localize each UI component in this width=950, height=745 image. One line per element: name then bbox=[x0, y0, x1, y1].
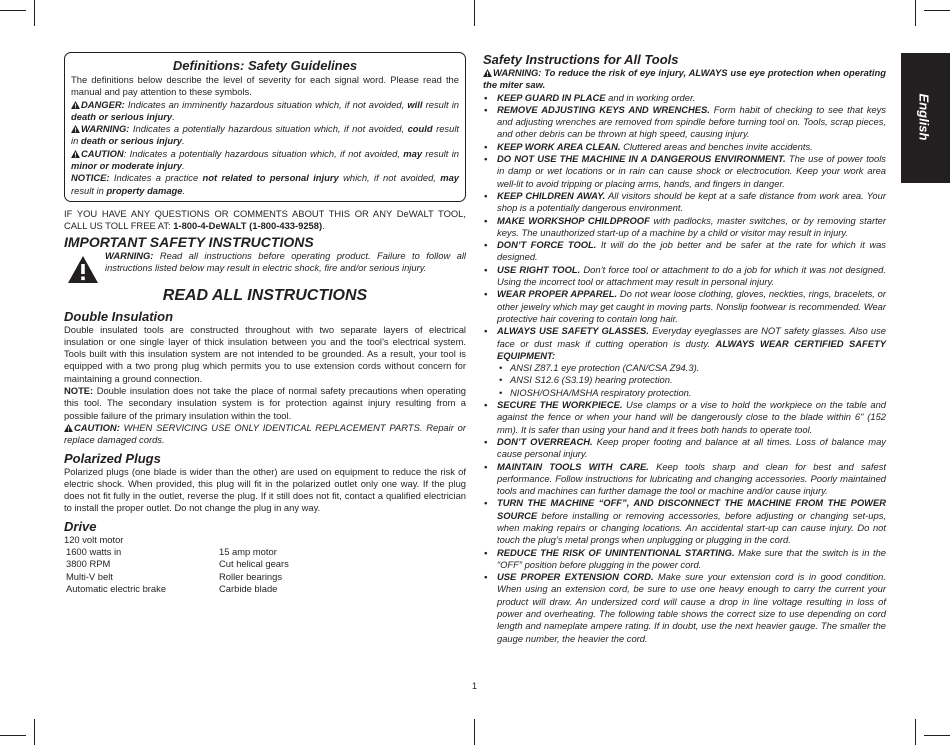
list-item: • USE PROPER EXTENSION CORD. Make sure your extension cord is in good condition. When using an extension cord, be sure to use one heavy enough to carry the current your product will draw. An undersized cord will cause a drop in line voltage resulting in loss of power and overheating. The following table shows the correct size to use depending on cord length and nameplate ampere rating. If in doubt, use the next heavier gauge. The smaller the gauge number, the heavier the cord. bbox=[483, 571, 886, 645]
sub-list-item: • ANSI Z87.1 eye protection (CAN/CSA Z94.3). bbox=[483, 362, 886, 374]
crop-mark bbox=[0, 10, 26, 11]
list-item: • SECURE THE WORKPIECE. Use clamps or a vise to hold the workpiece on the table and against the fence or when your hand will be dangerously close to the blade within 6" (152 mm). It is safer than using your hand and it frees both hands to operate tool. bbox=[483, 399, 886, 436]
definition-caution: CAUTION: Indicates a potentially hazardous situation which, if not avoided, may result in minor or moderate injury. bbox=[71, 147, 460, 172]
definitions-title: Definitions: Safety Guidelines bbox=[172, 58, 358, 73]
definition-notice: NOTICE: Indicates a practice not related to personal injury which, if not avoided, may result in property damage. bbox=[71, 172, 460, 196]
list-item: • DON’T FORCE TOOL. It will do the job better and be safer at the rate for which it was designed. bbox=[483, 239, 886, 264]
page-number: 1 bbox=[472, 681, 478, 691]
warning-triangle-icon bbox=[71, 150, 80, 158]
crop-mark bbox=[0, 735, 26, 736]
warning-triangle-icon bbox=[483, 69, 492, 77]
contact-line: IF YOU HAVE ANY QUESTIONS OR COMMENTS ABOUT THIS OR ANY DeWALT TOOL, CALL US TOLL FREE AT: 1-800-4-DeWALT (1-800-433-9258). bbox=[64, 207, 466, 232]
warning-triangle-icon bbox=[64, 424, 73, 432]
warning-triangle-icon bbox=[71, 101, 80, 109]
polarized-body: Polarized plugs (one blade is wider than the other) are used on equipment to reduce the risk of electric shock. When provided, this plug will fit in the polarized outlet only one way. If the plug does not fit fully in the outlet, reverse the plug. If it still does not fit, contact a qualified electrician to install the proper outlet. Do not change the plug in any way. bbox=[64, 465, 466, 514]
important-heading: IMPORTANT SAFETY INSTRUCTIONS bbox=[64, 233, 314, 250]
left-column bbox=[64, 52, 466, 595]
warning-triangle-icon bbox=[68, 256, 98, 283]
all-tools-warning: WARNING: To reduce the risk of eye injury, ALWAYS use eye protection when operating the miter saw. bbox=[483, 67, 886, 91]
definitions-intro: The definitions below describe the level of severity for each signal word. Please read the manual and pay attention to these symbols. bbox=[71, 74, 459, 98]
drive-spec-row: Multi-V belt Roller bearings bbox=[66, 570, 283, 582]
crop-mark bbox=[915, 719, 916, 745]
list-item: • TURN THE MACHINE “OFF”, AND DISCONNECT THE MACHINE FROM THE POWER SOURCE before installing or removing accessories, before adjusting or changing set-ups, when making repairs or changing locations. An accidental start-up can cause injury. Do not touch the plug’s metal prongs when unplugging or plugging in the cord. bbox=[483, 497, 886, 546]
drive-spec-row: 3800 RPM Cut helical gears bbox=[66, 558, 289, 570]
list-item: • MAINTAIN TOOLS WITH CARE. Keep tools sharp and clean for best and safest performance. Follow instructions for lubricating and changing accessories. Poorly maintained tools and machines can further damage the tool or machine and/or cause injury. bbox=[483, 461, 886, 498]
list-item: • KEEP GUARD IN PLACE and in working order. bbox=[483, 92, 886, 104]
list-item: • REMOVE ADJUSTING KEYS AND WRENCHES. Form habit of checking to see that keys and adjusting wrenches are removed from spindle before turning tool on. Tools, scrap pieces, and other debris can be thrown at high speed, causing injury. bbox=[483, 104, 886, 141]
list-item: • WEAR PROPER APPAREL. Do not wear loose clothing, gloves, neckties, rings, bracelets, or other jewelry which may get caught in moving parts. Nonslip footwear is recommended. Wear protective hair covering to contain long hair. bbox=[483, 288, 886, 325]
language-tab-label: English bbox=[916, 93, 932, 141]
warning-triangle-icon bbox=[71, 125, 80, 133]
crop-mark bbox=[924, 735, 950, 736]
definition-warning: WARNING: Indicates a potentially hazardous situation which, if not avoided, could result in death or serious injury. bbox=[71, 123, 460, 147]
polarized-heading: Polarized Plugs bbox=[64, 450, 161, 466]
double-insulation-caution: CAUTION: WHEN SERVICING USE ONLY IDENTICAL REPLACEMENT PARTS. Repair or replace damaged cords. bbox=[64, 421, 466, 446]
list-item: • ALWAYS USE SAFETY GLASSES. Everyday eyeglasses are NOT safety glasses. Also use face or dust mask if cutting operation is dusty. ALWAYS WEAR CERTIFIED SAFETY EQUIPMENT: bbox=[483, 325, 886, 362]
double-insulation-body: Double insulated tools are constructed throughout with two separate layers of electrical insulation or one single layer of thick insulation between you and the tool’s electrical system. Tools built with this insulation system are not intended to be grounded. As a result, your tool is equipped with a two prong plug which permits you to use extension cords without concern for maintaining a ground connection. bbox=[64, 323, 466, 384]
sub-list-item: • ANSI S12.6 (S3.19) hearing protection. bbox=[483, 374, 886, 386]
crop-mark bbox=[474, 0, 475, 26]
list-item: • KEEP WORK AREA CLEAN. Cluttered areas and benches invite accidents. bbox=[483, 141, 886, 153]
double-insulation-note: NOTE: Double insulation does not take the place of normal safety precautions when operating this tool. The secondary insulation system is for protection against injury resulting from a possible failure of the primary insulation within the tool. bbox=[64, 385, 467, 421]
list-item: • MAKE WORKSHOP CHILDPROOF with padlocks, master switches, or by removing starter keys. The unauthorized start-up of a machine by a child or visitor may result in injury. bbox=[483, 215, 886, 240]
double-insulation-heading: Double Insulation bbox=[64, 308, 174, 324]
important-warning: WARNING: Read all instructions before operating product. Failure to follow all instructions listed below may result in electric shock, fire and/or serious injury. bbox=[64, 250, 466, 283]
drive-spec-row: Automatic electric brake Carbide blade bbox=[66, 582, 278, 594]
list-item: • DO NOT USE THE MACHINE IN A DANGEROUS ENVIRONMENT. The use of power tools in damp or wet locations or in rain can cause shock or electrocution. Keep your work area well-lit to avoid tripping or placing arms, hands, and fingers in danger. bbox=[483, 153, 886, 190]
crop-mark bbox=[915, 0, 916, 26]
all-tools-heading: Safety Instructions for All Tools bbox=[483, 52, 679, 67]
list-item: • KEEP CHILDREN AWAY. All visitors should be kept at a safe distance from work area. Your shop is a potentially dangerous environment. bbox=[483, 190, 886, 215]
right-column bbox=[483, 52, 886, 645]
drive-voltage: 120 volt motor bbox=[64, 533, 124, 545]
drive-heading: Drive bbox=[64, 518, 97, 534]
crop-mark bbox=[474, 719, 475, 745]
crop-mark bbox=[34, 0, 35, 26]
crop-mark bbox=[924, 10, 950, 11]
list-item: • REDUCE THE RISK OF UNINTENTIONAL STARTING. Make sure that the switch is in the “OFF” position before plugging in the power cord. bbox=[483, 547, 886, 572]
list-item: • DON’T OVERREACH. Keep proper footing and balance at all times. Loss of balance may cause personal injury. bbox=[483, 436, 886, 461]
definitions-box bbox=[64, 52, 466, 202]
list-item: • USE RIGHT TOOL. Don’t force tool or attachment to do a job for which it was not designed. Using the incorrect tool or attachment may result in personal injury. bbox=[483, 264, 886, 289]
crop-mark bbox=[34, 719, 35, 745]
definition-danger: DANGER: Indicates an imminently hazardous situation which, if not avoided, will result in death or serious injury. bbox=[71, 98, 460, 122]
drive-spec-row: 1600 watts in 15 amp motor bbox=[66, 546, 277, 558]
sub-list-item: • NIOSH/OSHA/MSHA respiratory protection. bbox=[483, 387, 886, 399]
read-all-heading: READ ALL INSTRUCTIONS bbox=[162, 286, 368, 304]
